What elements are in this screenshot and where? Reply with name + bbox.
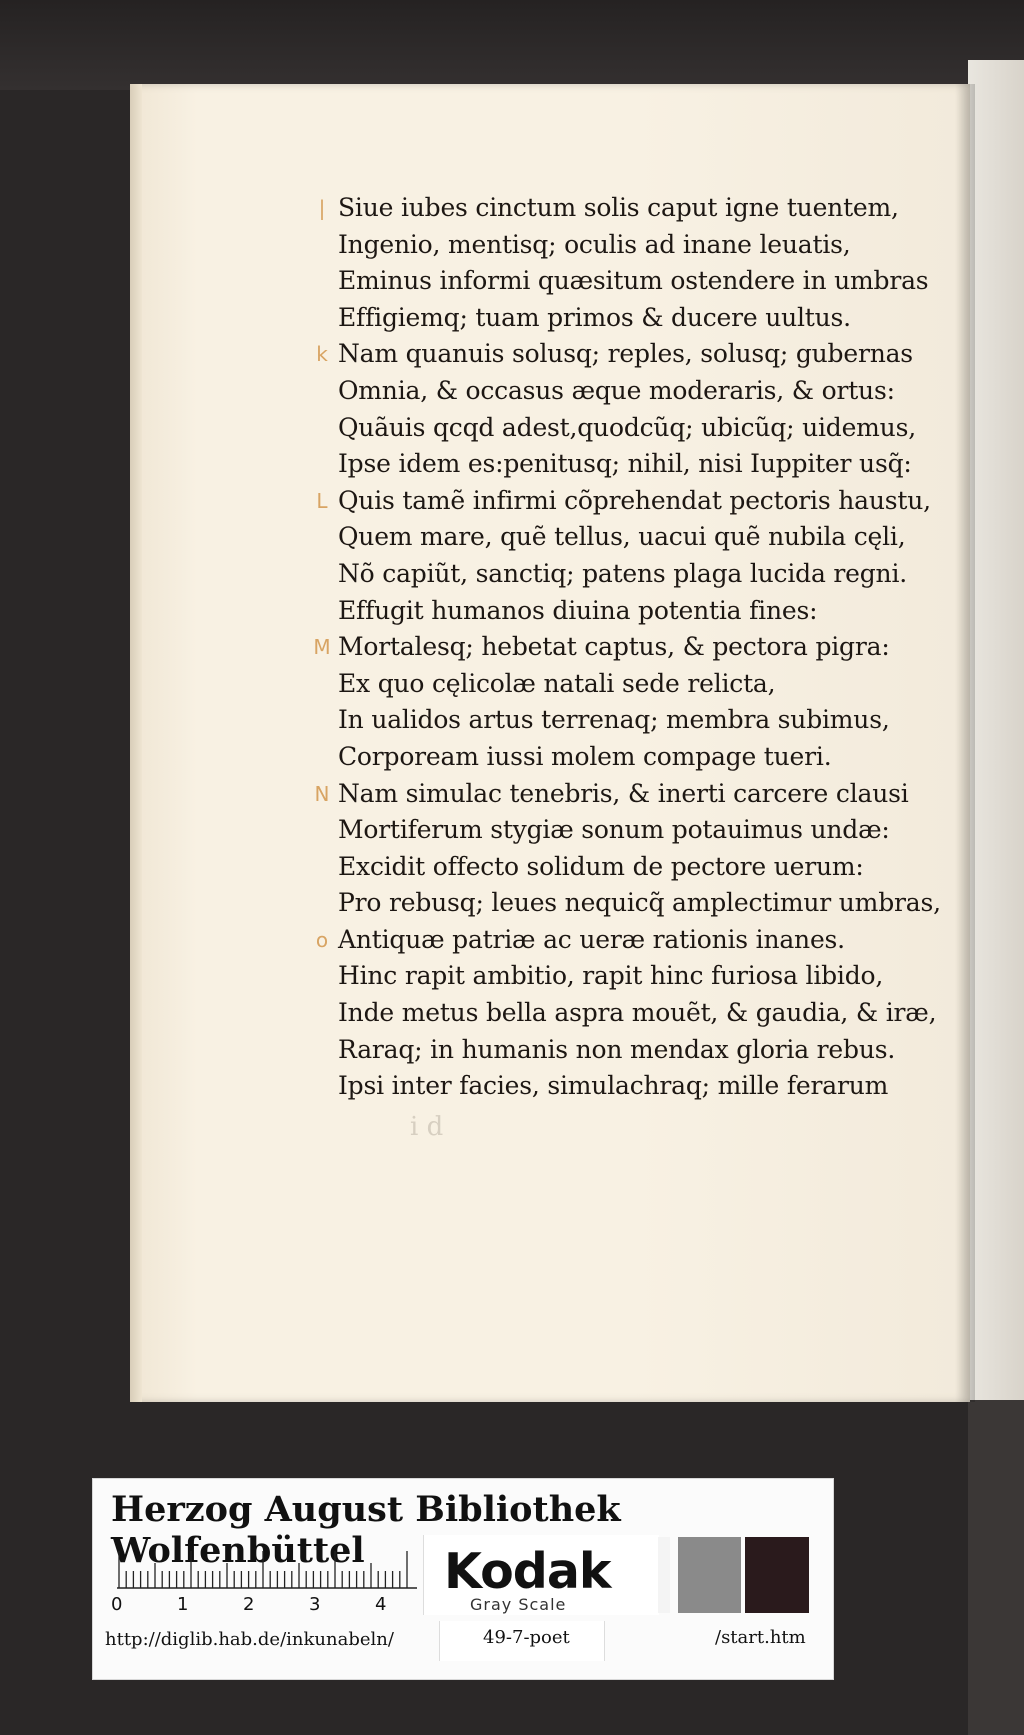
verse-line: Hinc rapit ambitio, rapit hinc furiosa libido,	[338, 961, 884, 991]
verse-line: Antiquæ patriæ ac ueræ rationis inanes.	[338, 924, 845, 954]
adjacent-page	[968, 60, 1024, 1500]
verse-line: Ingenio, mentisq; oculis ad inane leuatis,	[338, 229, 851, 259]
verse-line: Pro rebusq; leues nequicq̃ amplectimur umbras,	[338, 888, 941, 918]
url-mid: 49-7-poet	[483, 1627, 570, 1648]
page-edge	[130, 84, 142, 1402]
ruler-label: 3	[309, 1594, 321, 1615]
backdrop	[0, 0, 1024, 90]
verse-line: Nam simulac tenebris, & inerti carcere clausi	[338, 778, 909, 808]
verse-line: Raraq; in humanis non mendax gloria rebus.	[338, 1034, 896, 1064]
page-gutter	[955, 84, 975, 1402]
verse-block	[338, 190, 941, 1105]
verse-line: Ex quo cęlicolæ natali sede relicta,	[338, 668, 776, 698]
verse-line: Quãuis qcqd adest,quodcũq; ubicũq; uidemus,	[338, 412, 916, 442]
gray-swatch-dark	[745, 1537, 809, 1613]
margin-mark: L	[316, 489, 328, 513]
url-left: http://diglib.hab.de/inkunabeln/	[105, 1629, 394, 1650]
verse-line: Mortiferum stygiæ sonum potauimus undæ:	[338, 815, 890, 845]
verse-line: Siue iubes cinctum solis caput igne tuentem,	[338, 193, 899, 222]
verse-line: Mortalesq; hebetat captus, & pectora pigra:	[338, 632, 890, 662]
verse-line: Eminus informi quæsitum ostendere in umbras	[338, 266, 929, 296]
ruler-scale	[117, 1549, 417, 1589]
adjacent-page-shadow	[968, 1400, 1024, 1735]
verse-line: Nõ capiũt, sanctiq; patens plaga lucida regni.	[338, 558, 907, 588]
margin-mark: k	[316, 342, 328, 366]
margin-mark: N	[314, 782, 330, 806]
url-right: /start.htm	[715, 1627, 806, 1648]
verse-line: Excidit offecto solidum de pectore uerum:	[338, 851, 864, 881]
signature-mark: i d	[410, 1112, 444, 1142]
gray-swatch-mid	[678, 1537, 741, 1613]
kodak-label	[423, 1535, 659, 1615]
ruler-label: 4	[375, 1594, 387, 1615]
verse-line: Ipse idem es:penitusq; nihil, nisi Iuppiter usq̃:	[338, 449, 912, 479]
margin-mark: |	[318, 196, 326, 220]
verse-line: Effigiemq; tuam primos & ducere uultus.	[338, 302, 851, 332]
verse-line: Quis tamẽ infirmi cõprehendat pectoris haustu,	[338, 485, 931, 515]
ruler-label: 1	[177, 1594, 189, 1615]
verse-line: Nam quanuis solusq; reples, solusq; gubernas	[338, 339, 913, 369]
library-title: Herzog August Bibliothek Wolfenbüttel	[111, 1489, 621, 1571]
gray-swatch-white	[658, 1537, 670, 1613]
margin-mark: o	[315, 928, 329, 952]
ruler-label: 2	[243, 1594, 255, 1615]
ruler-labels	[111, 1594, 441, 1620]
kodak-logo: Kodak	[444, 1543, 611, 1600]
verse-line: Quem mare, quẽ tellus, uacui quẽ nubila cęli,	[338, 522, 906, 552]
ruler-label: 0	[111, 1594, 123, 1615]
calibration-card	[92, 1478, 834, 1680]
verse-line: In ualidos artus terrenaq; membra subimus,	[338, 705, 890, 735]
verse-line: Inde metus bella aspra mouẽt, & gaudia, & iræ,	[338, 998, 937, 1028]
verse-line: Omnia, & occasus æque moderaris, & ortus:	[338, 375, 895, 405]
verse-line: Effugit humanos diuina potentia fines:	[338, 595, 818, 625]
verse-line: Ipsi inter facies, simulachraq; mille ferarum	[338, 1071, 889, 1101]
gray-scale-label: Gray Scale	[470, 1595, 567, 1614]
margin-mark: M	[313, 635, 331, 659]
verse-line: Corpoream iussi molem compage tueri.	[338, 741, 832, 771]
